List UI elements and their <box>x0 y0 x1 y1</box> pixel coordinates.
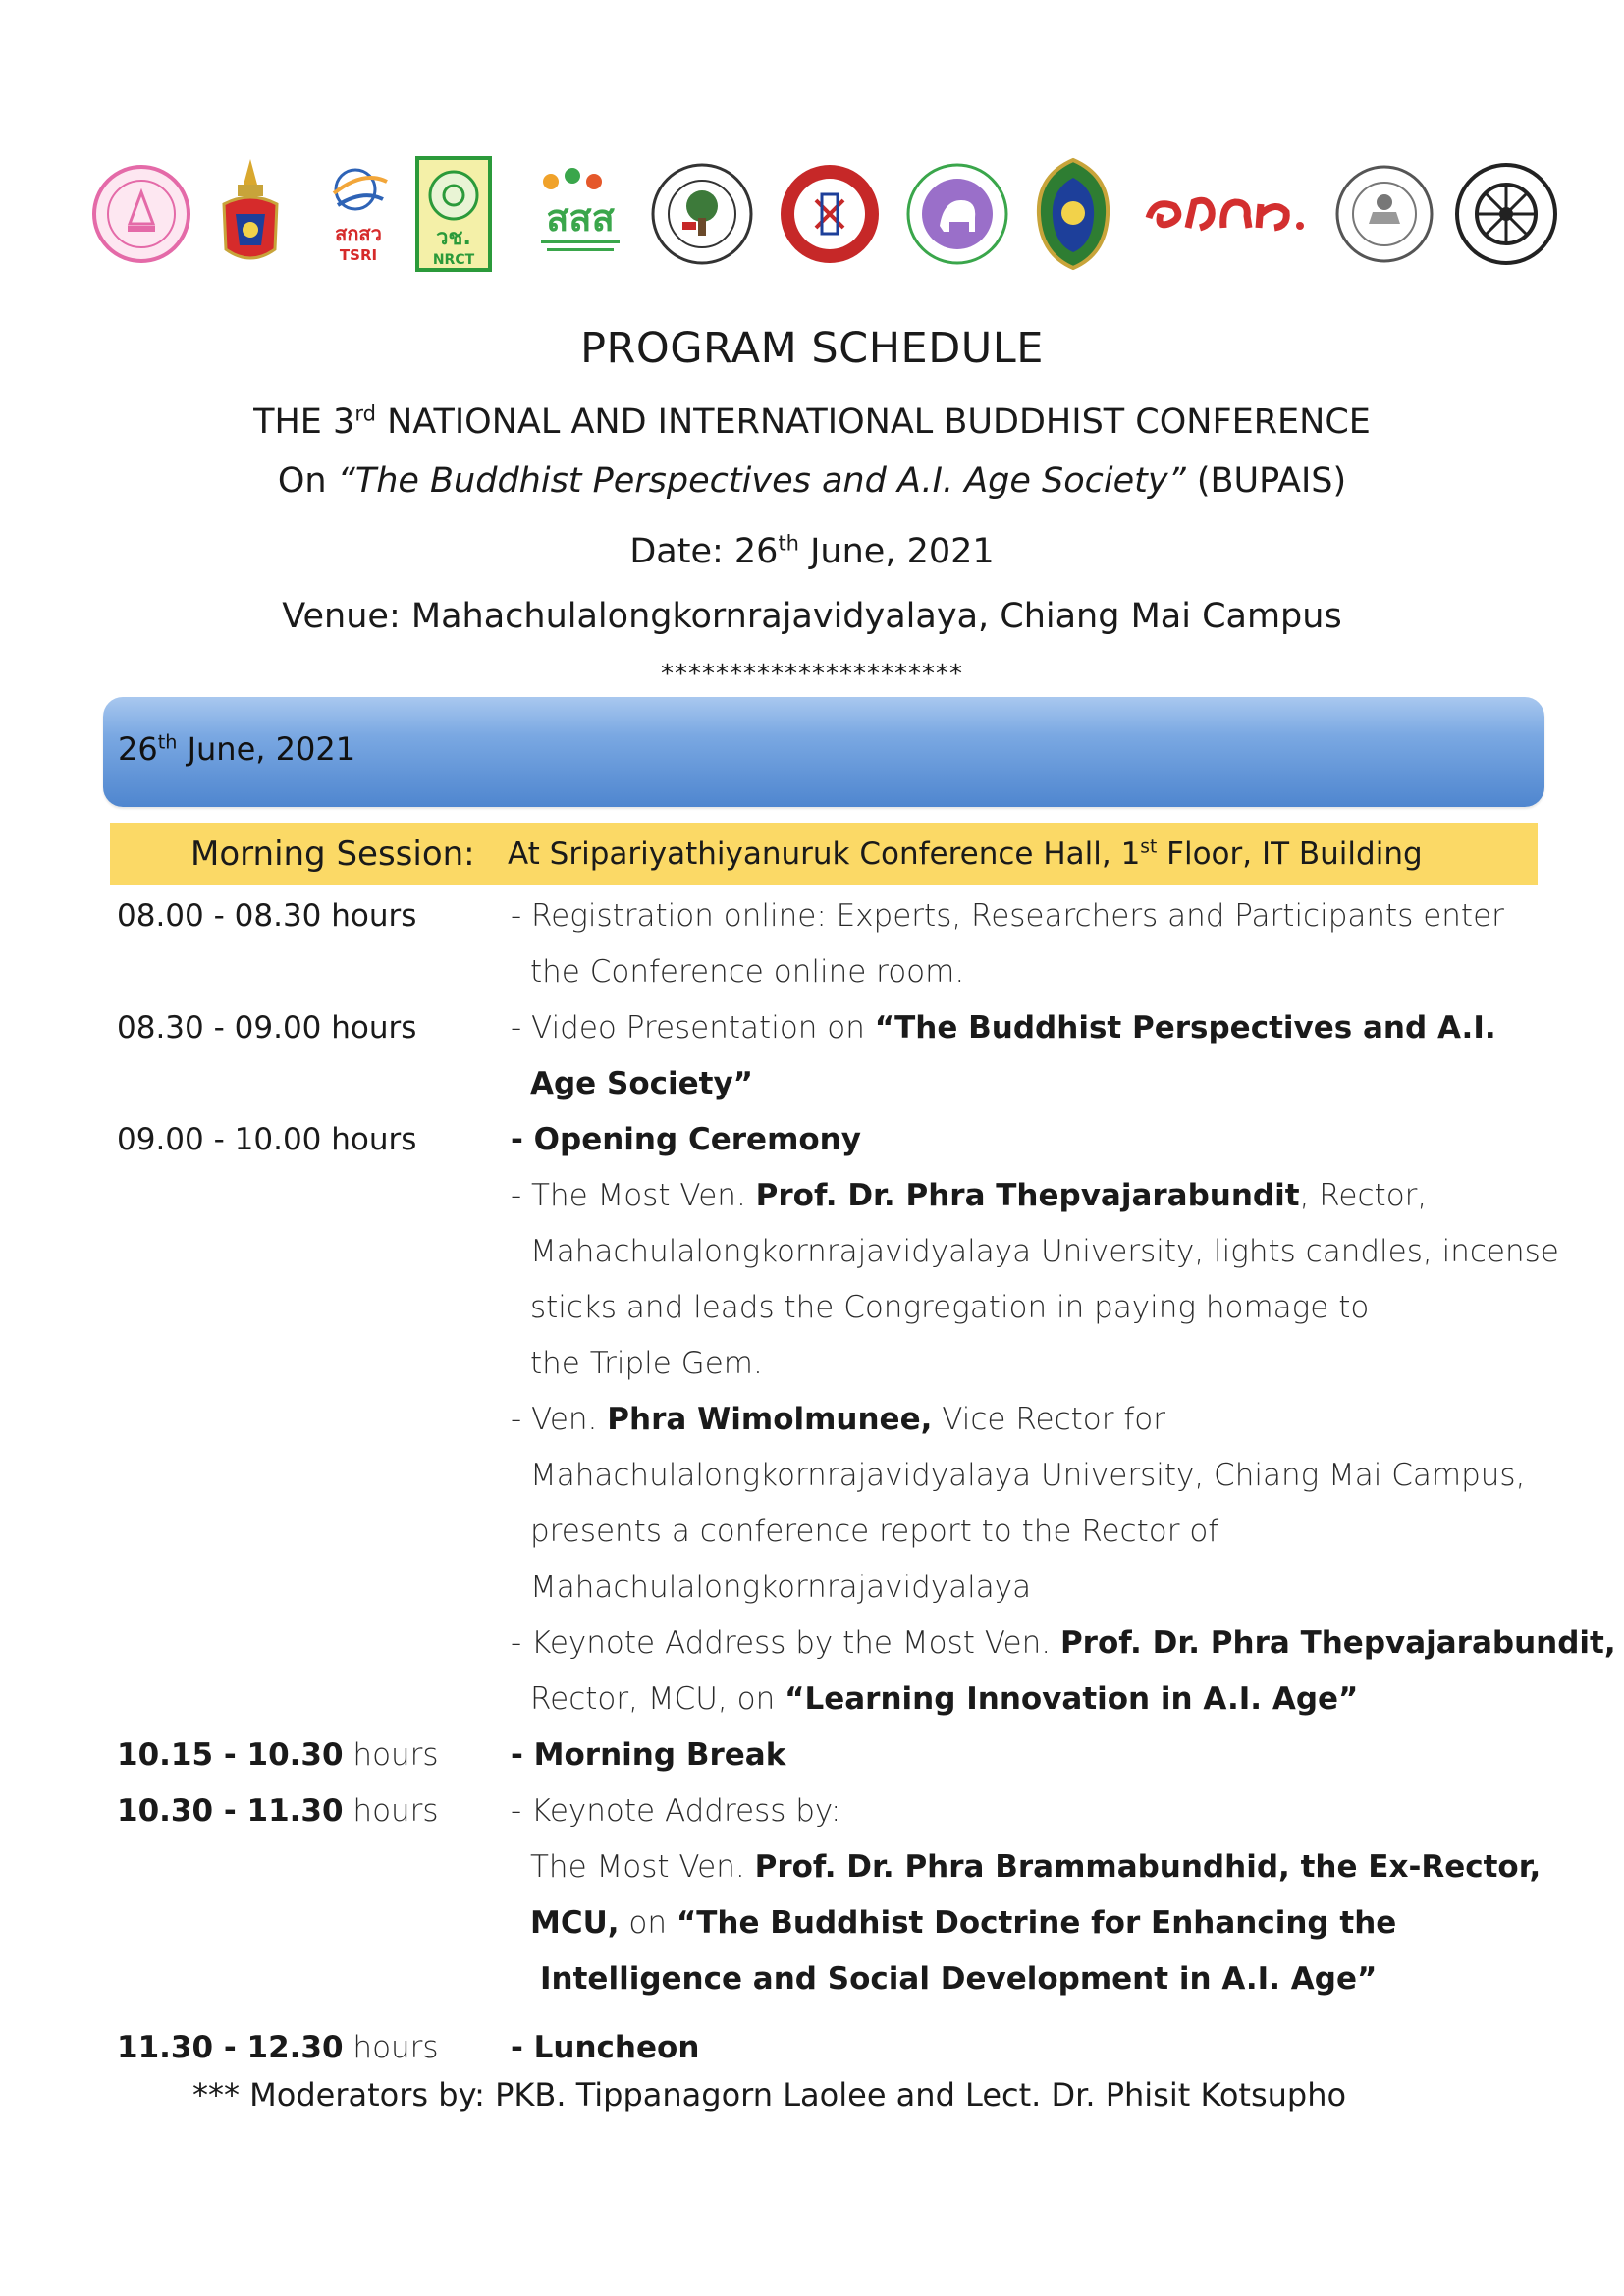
slot-2-lead: - Video Presentation on <box>511 1010 875 1045</box>
time-slot-1: 08.00 - 08.30 hours <box>117 898 417 934</box>
slot-3-line-8: presents a conference report to the Rector of <box>530 1514 1219 1549</box>
conference-title <box>0 402 1624 442</box>
date-suffix: June, 2021 <box>798 532 995 571</box>
vice-rector-lead: - Ven. <box>511 1402 608 1437</box>
slot-3-lead: - The Most Ven. <box>511 1178 756 1213</box>
tsri-logo-icon <box>320 147 397 280</box>
slot-2-line-2 <box>530 1066 753 1101</box>
ex-rector-name: Prof. Dr. Phra Brammabundhid, the Ex-Rector, <box>754 1849 1542 1885</box>
theme-text: “The Buddhist Perspectives and A.I. Age Society” <box>337 461 1186 501</box>
elephant-seal-icon <box>902 147 1012 280</box>
time-slot-5-unit: hours <box>343 1793 439 1829</box>
tsri-thai-text: สกสว <box>335 221 382 245</box>
slot-3-line-1 <box>511 1122 861 1157</box>
moderators-note: *** Moderators by: PKB. Tippanagorn Laolee and Lect. Dr. Phisit Kotsupho <box>192 2076 1347 2113</box>
conference-title-suffix: NATIONAL AND INTERNATIONAL BUDDHIST CONFERENCE <box>375 402 1371 442</box>
ex-rector-talk-title: “The Buddhist Doctrine for Enhancing the <box>676 1905 1397 1941</box>
gray-seal-icon <box>1331 147 1437 280</box>
ex-rector-org: MCU, <box>530 1905 620 1941</box>
time-slot-3: 09.00 - 10.00 hours <box>117 1122 417 1157</box>
time-slot-4-range: 10.15 - 10.30 <box>117 1737 344 1773</box>
kyoto-university-seal-icon <box>647 147 757 280</box>
thaihealth-text: สสส <box>546 195 615 240</box>
university-red-seal-icon <box>775 147 885 280</box>
banner-ordinal: th <box>157 730 178 754</box>
slot-2-line-1 <box>511 1010 1496 1045</box>
vice-rector-title: Vice Rector for <box>932 1402 1165 1437</box>
morning-break: - Morning Break <box>511 1737 786 1773</box>
vice-rector-name: Phra Wimolmunee, <box>607 1402 933 1437</box>
session-venue-suffix: Floor, IT Building <box>1157 836 1423 872</box>
keynote-speaker: Prof. Dr. Phra Thepvajarabundit, <box>1059 1626 1616 1661</box>
time-slot-5 <box>117 1793 439 1829</box>
rector-title: , Rector, <box>1299 1178 1428 1213</box>
session-venue-prefix: At Sripariyathiyanuruk Conference Hall, 1 <box>508 836 1141 872</box>
session-header <box>110 823 1538 885</box>
slot-3-line-10 <box>511 1626 1616 1661</box>
opening-ceremony: - Opening Ceremony <box>511 1122 861 1157</box>
royal-crest-icon <box>212 147 289 280</box>
slot-3-line-9: Mahachulalongkornrajavidyalaya <box>530 1570 1032 1605</box>
slot-5-line-4 <box>540 1961 1377 1997</box>
time-slot-5-range: 10.30 - 11.30 <box>117 1793 344 1829</box>
theme-prefix: On <box>277 461 338 501</box>
banner-day: 26 <box>118 730 158 768</box>
conference-venue: Venue: Mahachulalongkornrajavidyalaya, Chiang Mai Campus <box>282 597 1342 636</box>
time-slot-6-range: 11.30 - 12.30 <box>117 2030 344 2065</box>
rector-name: Prof. Dr. Phra Thepvajarabundit <box>755 1178 1300 1213</box>
theme-acronym: (BUPAIS) <box>1185 461 1347 501</box>
keynote-title: “Learning Innovation in A.I. Age” <box>785 1682 1359 1717</box>
red-script-logo-icon <box>1137 147 1314 280</box>
session-venue <box>508 836 1423 872</box>
slot-3-line-6 <box>511 1402 1165 1437</box>
time-slot-6 <box>117 2030 439 2065</box>
date-ordinal: th <box>778 531 799 556</box>
nrct-text: NRCT <box>432 251 475 268</box>
slot-3-line-2 <box>511 1178 1427 1213</box>
nrct-logo-icon <box>413 147 494 280</box>
banner-date <box>118 730 355 768</box>
time-slot-2: 08.30 - 09.00 hours <box>117 1010 417 1045</box>
slot-3-line-11 <box>530 1682 1358 1717</box>
dharma-wheel-seal-icon <box>1451 147 1561 280</box>
date-prefix: Date: 26 <box>629 532 779 571</box>
date-banner <box>103 697 1544 807</box>
nrct-thai-text: วช. <box>436 225 471 250</box>
ex-rector-talk-title-end: Intelligence and Social Development in A.I. Age” <box>540 1961 1378 1997</box>
slot-1-line-1: - Registration online: Experts, Researchers and Participants enter <box>511 898 1504 934</box>
slot-3-line-7: Mahachulalongkornrajavidyalaya University, Chiang Mai Campus, <box>530 1458 1526 1493</box>
keynote-role: Rector, MCU, on <box>530 1682 785 1717</box>
slot-5-line-3 <box>530 1905 1396 1941</box>
slot-2-title-end: Age Society” <box>530 1066 754 1101</box>
divider-stars: ********************** <box>661 660 963 689</box>
slot-4-line-1 <box>511 1737 785 1773</box>
slot-5-lead: The Most Ven. <box>530 1849 755 1885</box>
slot-3-line-4: sticks and leads the Congregation in paying homage to <box>530 1290 1370 1325</box>
session-title: Morning Session: <box>190 834 475 874</box>
keynote-lead: - Keynote Address by the Most Ven. <box>511 1626 1060 1661</box>
time-slot-4-unit: hours <box>343 1737 439 1773</box>
conference-date <box>0 532 1624 571</box>
conference-title-prefix: THE 3 <box>253 402 355 442</box>
conference-theme <box>0 461 1624 501</box>
thaihealth-logo-icon <box>531 147 629 280</box>
slot-2-title: “The Buddhist Perspectives and A.I. <box>874 1010 1496 1045</box>
luncheon: - Luncheon <box>511 2030 700 2065</box>
partner-logos-row <box>84 147 1557 280</box>
time-slot-6-unit: hours <box>343 2030 439 2065</box>
slot-6-line-1 <box>511 2030 699 2065</box>
session-floor-ordinal: st <box>1140 836 1158 858</box>
slot-3-line-5: the Triple Gem. <box>530 1346 763 1381</box>
slot-3-line-3: Mahachulalongkornrajavidyalaya University, lights candles, incense <box>530 1234 1559 1269</box>
slot-5-line-2 <box>530 1849 1541 1885</box>
green-shield-icon <box>1029 147 1117 280</box>
banner-month-year: June, 2021 <box>177 730 356 768</box>
mcu-chiangmai-seal-icon <box>90 147 192 280</box>
slot-5-on: on <box>619 1905 677 1941</box>
slot-5-line-1: - Keynote Address by: <box>511 1793 841 1829</box>
page-title: PROGRAM SCHEDULE <box>580 324 1044 373</box>
tsri-text: TSRI <box>339 245 378 264</box>
time-slot-4 <box>117 1737 439 1773</box>
conference-ordinal: rd <box>354 401 376 426</box>
slot-1-line-2: the Conference online room. <box>530 954 965 989</box>
